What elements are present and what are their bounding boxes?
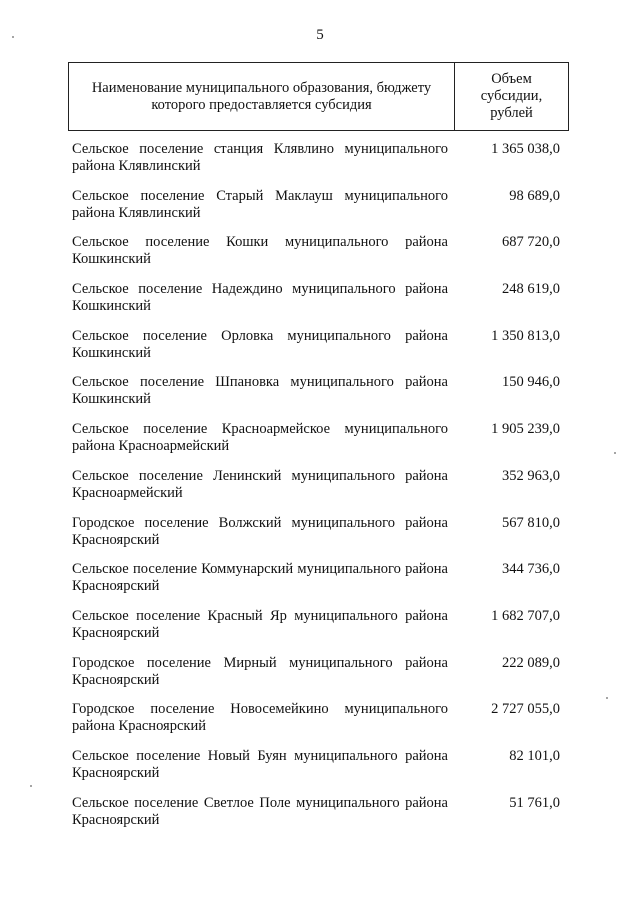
scan-speck (614, 452, 616, 454)
table-row (0, 374, 640, 421)
subsidy-amount: 1 682 707,0 (491, 607, 560, 624)
municipality-name: Городское поселение Новосемейкино муниципального района Красноярский (72, 701, 448, 735)
subsidy-amount: 98 689,0 (509, 187, 560, 204)
municipality-name: Сельское поселение Шпановка муниципального района Кошкинский (72, 374, 448, 408)
municipality-name: Городское поселение Мирный муниципального района Красноярский (72, 654, 448, 688)
subsidy-amount: 222 089,0 (502, 654, 560, 671)
table-row (0, 281, 640, 328)
scan-speck (30, 785, 32, 787)
table-row (0, 515, 640, 562)
municipality-name: Сельское поселение Красный Яр муниципального района Красноярский (72, 607, 448, 641)
subsidy-amount: 51 761,0 (509, 794, 560, 811)
municipality-name: Сельское поселение Кошки муниципального района Кошкинский (72, 234, 448, 268)
subsidy-amount: 687 720,0 (502, 234, 560, 251)
table-row (0, 795, 640, 842)
subsidy-amount: 1 350 813,0 (491, 327, 560, 344)
municipality-name: Сельское поселение Орловка муниципального района Кошкинский (72, 327, 448, 361)
municipality-name: Сельское поселение Светлое Поле муниципального района Красноярский (72, 794, 448, 828)
table-row (0, 655, 640, 702)
municipality-name: Сельское поселение Коммунарский муниципального района Красноярский (72, 561, 448, 595)
scan-speck (606, 697, 608, 699)
subsidy-amount: 344 736,0 (502, 561, 560, 578)
subsidy-amount: 150 946,0 (502, 374, 560, 391)
header-amount-column: Объем субсидии, рублей (480, 71, 543, 121)
municipality-name: Сельское поселение Новый Буян муниципального района Красноярский (72, 747, 448, 781)
table-row (0, 234, 640, 281)
subsidy-amount: 1 905 239,0 (491, 421, 560, 438)
table-header (68, 62, 569, 131)
page-number: 5 (316, 27, 324, 43)
subsidy-table-body (0, 141, 640, 841)
subsidy-amount: 248 619,0 (502, 281, 560, 298)
table-row (0, 608, 640, 655)
table-row (0, 701, 640, 748)
table-row (0, 328, 640, 375)
table-row (0, 188, 640, 235)
municipality-name: Сельское поселение станция Клявлино муниципального района Клявлинский (72, 141, 448, 174)
municipality-name: Сельское поселение Красноармейское муниципального района Красноармейский (72, 421, 448, 455)
subsidy-amount: 82 101,0 (509, 747, 560, 764)
table-row (0, 468, 640, 515)
municipality-name: Сельское поселение Ленинский муниципального района Красноармейский (72, 467, 448, 501)
header-name-column: Наименование муниципального образования, бюджету которого предоставляется субсидия (69, 63, 455, 130)
table-row (0, 748, 640, 795)
municipality-name: Сельское поселение Надеждино муниципального района Кошкинский (72, 281, 448, 315)
municipality-name: Сельское поселение Старый Маклауш муниципального района Клявлинский (72, 187, 448, 221)
subsidy-amount: 1 365 038,0 (491, 141, 560, 157)
scan-speck (12, 36, 14, 38)
table-row (0, 141, 640, 188)
table-row (0, 561, 640, 608)
table-row (0, 421, 640, 468)
subsidy-amount: 352 963,0 (502, 467, 560, 484)
subsidy-amount: 567 810,0 (502, 514, 560, 531)
municipality-name: Городское поселение Волжский муниципального района Красноярский (72, 514, 448, 548)
subsidy-amount: 2 727 055,0 (491, 701, 560, 718)
